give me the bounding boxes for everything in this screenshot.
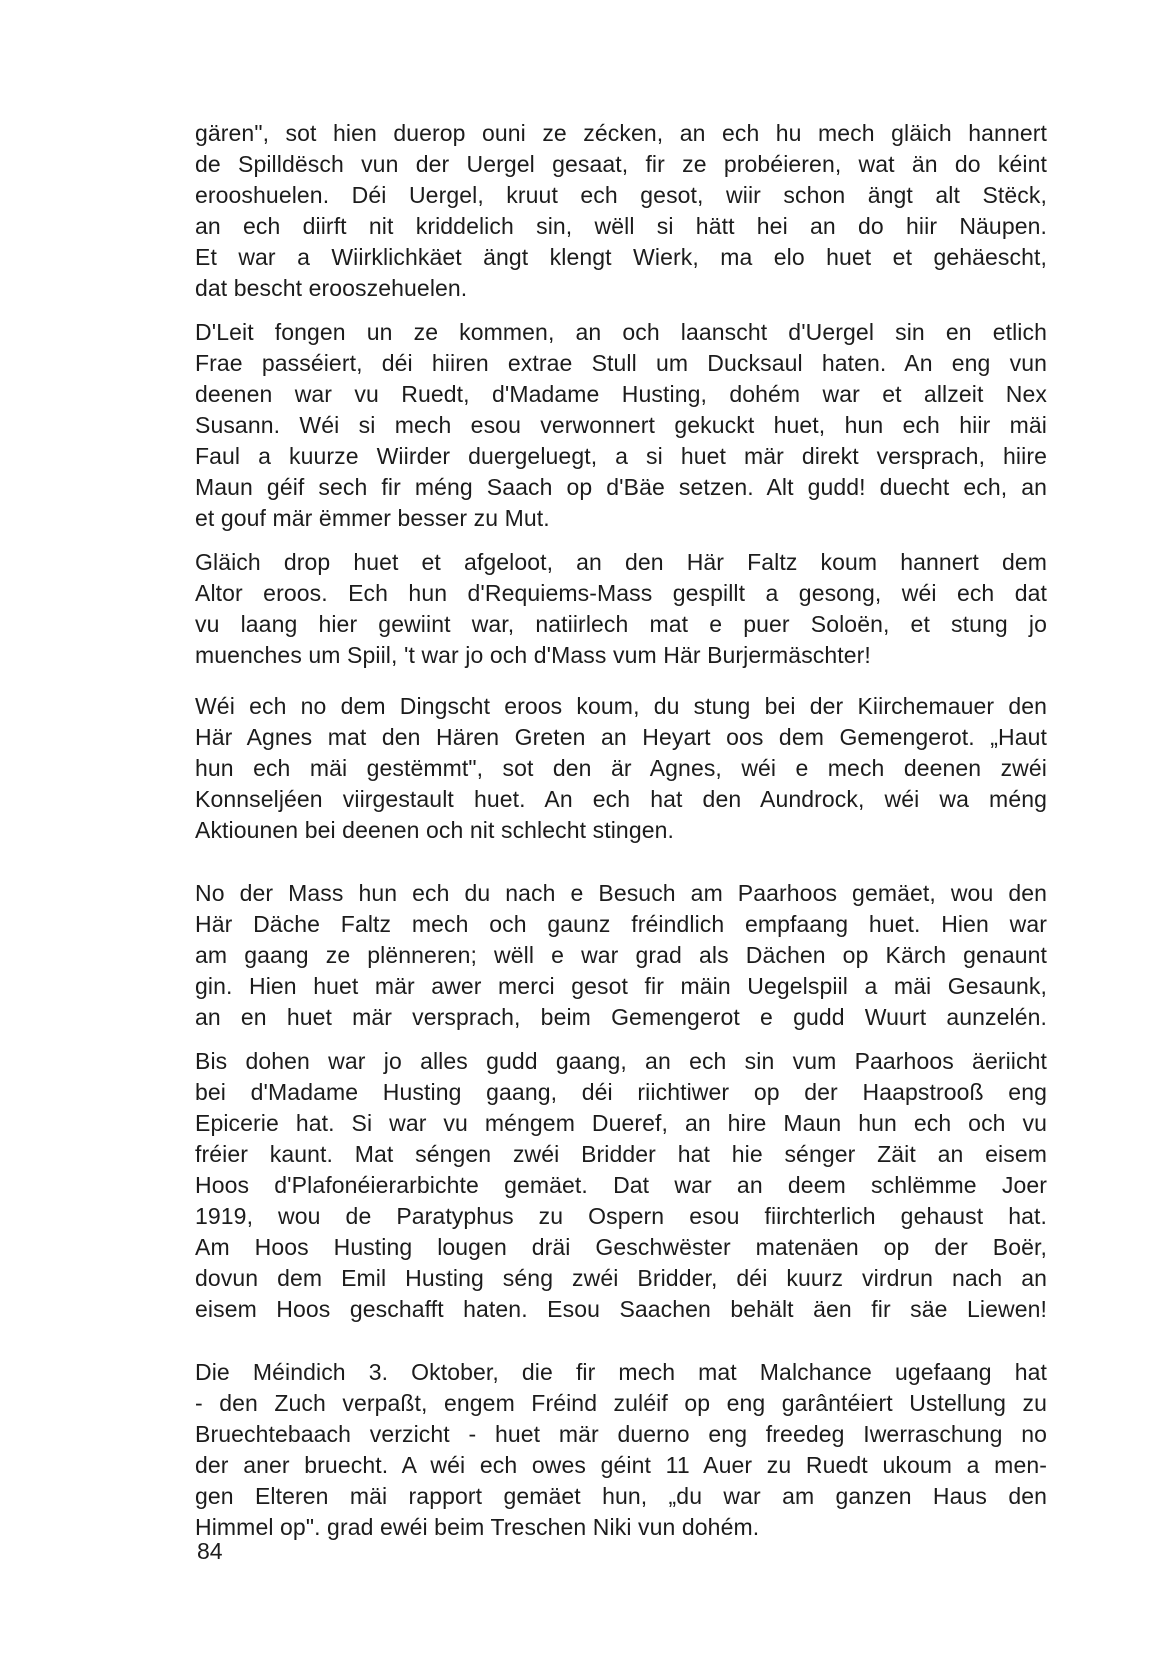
text-line: et gouf mär ëmmer besser zu Mut.	[195, 505, 550, 531]
text-line: Bruechtebaach verzicht - huet mär duerno eng freedeg Iwerraschung no	[195, 1421, 1047, 1447]
text-line: erooshuelen. Déi Uergel, kruut ech gesot, wiir schon ängt alt Stëck,	[195, 182, 1047, 208]
paragraph-1	[195, 118, 1047, 304]
text-line: Am Hoos Husting lougen dräi Geschwëster matenäen op der Boër,	[195, 1234, 1047, 1260]
text-line: eisem Hoos geschafft haten. Esou Saachen behält äen fir säe Liewen!	[195, 1296, 1047, 1322]
text-line: Maun géif sech fir méng Saach op d'Bäe setzen. Alt gudd! duecht ech, an	[195, 474, 1047, 500]
text-line: gin. Hien huet mär awer merci gesot fir mäin Uegelspiil a mäi Gesaunk,	[195, 973, 1047, 999]
text-line: deenen war vu Ruedt, d'Madame Husting, dohém war et allzeit Nex	[195, 381, 1047, 407]
text-line: gen Elteren mäi rapport gemäet hun, „du war am ganzen Haus den	[195, 1483, 1047, 1509]
text-line: Himmel op". grad ewéi beim Treschen Niki vun dohém.	[195, 1514, 760, 1540]
paragraph-4	[195, 691, 1047, 846]
text-line: Susann. Wéi si mech esou verwonnert gekuckt huet, hun ech hiir mäi	[195, 412, 1047, 438]
text-line: No der Mass hun ech du nach e Besuch am Paarhoos gemäet, wou den	[195, 880, 1047, 906]
text-line: Här Däche Faltz mech och gaunz fréindlich empfaang huet. Hien war	[195, 911, 1047, 937]
text-line: dat bescht erooszehuelen.	[195, 275, 468, 301]
text-line: Frae passéiert, déi hiiren extrae Stull um Ducksaul haten. An eng vun	[195, 350, 1047, 376]
paragraph-5	[195, 878, 1047, 1033]
text-line: Altor eroos. Ech hun d'Requiems-Mass gespillt a gesong, wéi ech dat	[195, 580, 1047, 606]
text-line: dovun dem Emil Husting séng zwéi Bridder, déi kuurz virdrun nach an	[195, 1265, 1047, 1291]
text-line: 1919, wou de Paratyphus zu Ospern esou fiirchterlich gehaust hat.	[195, 1203, 1047, 1229]
text-line: Faul a kuurze Wiirder duergeluegt, a si huet mär direkt versprach, hiire	[195, 443, 1047, 469]
text-line: fréier kaunt. Mat séngen zwéi Bridder hat hie sénger Zäit an eisem	[195, 1141, 1047, 1167]
text-line: Aktiounen bei deenen och nit schlecht stingen.	[195, 817, 674, 843]
text-line: Wéi ech no dem Dingscht eroos koum, du stung bei der Kiirchemauer den	[195, 693, 1047, 719]
text-line: Konnseljéen viirgestault huet. An ech hat den Aundrock, wéi wa méng	[195, 786, 1047, 812]
paragraph-7	[195, 1357, 1047, 1543]
text-line: D'Leit fongen un ze kommen, an och laanscht d'Uergel sin en etlich	[195, 319, 1047, 345]
text-line: vu laang hier gewiint war, natiirlech mat e puer Soloën, et stung jo	[195, 611, 1047, 637]
text-line: der aner bruecht. A wéi ech owes géint 11 Auer zu Ruedt ukoum a men-	[195, 1452, 1047, 1478]
text-line: an ech diirft nit kriddelich sin, wëll si hätt hei an do hiir Näupen.	[195, 213, 1047, 239]
text-line: Bis dohen war jo alles gudd gaang, an ech sin vum Paarhoos äeriicht	[195, 1048, 1047, 1074]
text-line: de Spilldësch vun der Uergel gesaat, fir ze probéieren, wat än do kéint	[195, 151, 1047, 177]
text-line: Här Agnes mat den Hären Greten an Heyart oos dem Gemengerot. „Haut	[195, 724, 1047, 750]
text-line: hun ech mäi gestëmmt", sot den är Agnes, wéi e mech deenen zwéi	[195, 755, 1047, 781]
text-line: Hoos d'Plafonéierarbichte gemäet. Dat war an deem schlëmme Joer	[195, 1172, 1047, 1198]
body-text	[195, 118, 1047, 1543]
text-line: Et war a Wiirklichkäet ängt klengt Wierk, ma elo huet et gehäescht,	[195, 244, 1047, 270]
text-line: Epicerie hat. Si war vu méngem Dueref, an hire Maun hun ech och vu	[195, 1110, 1047, 1136]
text-line: am gaang ze plënneren; wëll e war grad als Dächen op Kärch genaunt	[195, 942, 1047, 968]
paragraph-6	[195, 1046, 1047, 1325]
text-line: gären", sot hien duerop ouni ze zécken, an ech hu mech gläich hannert	[195, 120, 1047, 146]
text-line: Gläich drop huet et afgeloot, an den Här Faltz koum hannert dem	[195, 549, 1047, 575]
text-line: an en huet mär versprach, beim Gemengerot e gudd Wuurt aunzelén.	[195, 1004, 1047, 1030]
text-line: muenches um Spiil, 't war jo och d'Mass vum Här Burjermäschter!	[195, 642, 871, 668]
text-line: bei d'Madame Husting gaang, déi riichtiwer op der Haapstrooß eng	[195, 1079, 1047, 1105]
page-number: 84	[197, 1538, 223, 1564]
text-line: Die Méindich 3. Oktober, die fir mech mat Malchance ugefaang hat	[195, 1359, 1047, 1385]
text-line: - den Zuch verpaßt, engem Fréind zuléif op eng garântéiert Ustellung zu	[195, 1390, 1047, 1416]
paragraph-2	[195, 317, 1047, 534]
paragraph-3	[195, 547, 1047, 671]
